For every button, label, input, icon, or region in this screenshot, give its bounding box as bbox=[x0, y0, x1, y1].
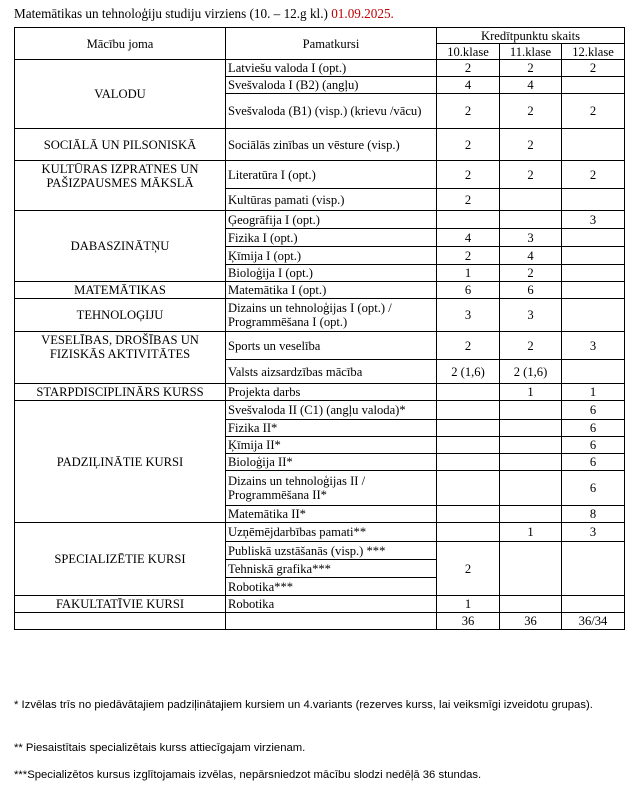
credit-12 bbox=[562, 265, 625, 282]
credit-12 bbox=[562, 129, 625, 161]
credit-12: 2 bbox=[562, 161, 625, 189]
credit-10 bbox=[437, 211, 500, 229]
credit-10-merged: 2 bbox=[437, 542, 500, 596]
course-cell: Tehniskā grafika*** bbox=[226, 560, 437, 578]
credit-12 bbox=[562, 77, 625, 94]
table-row bbox=[15, 60, 625, 77]
footnote-3: ***Specializētos kursus izglītojamais izvēlas, nepārsniedzot mācību slodzi nedēļā 36 stundas. bbox=[14, 769, 482, 781]
credit-10: 2 bbox=[437, 247, 500, 265]
credit-10: 1 bbox=[437, 596, 500, 613]
totals-empty-course bbox=[226, 613, 437, 630]
credit-11: 1 bbox=[500, 384, 562, 401]
group-kulturas: KULTŪRAS IZPRATNES UN PAŠIZPAUSMES MĀKSLĀ bbox=[15, 161, 226, 211]
credit-12: 6 bbox=[562, 420, 625, 437]
credit-11 bbox=[500, 471, 562, 506]
course-cell: Literatūra I (opt.) bbox=[226, 161, 437, 189]
course-cell: Ģeogrāfija I (opt.) bbox=[226, 211, 437, 229]
credit-11: 1 bbox=[500, 523, 562, 542]
table-row bbox=[15, 332, 625, 360]
group-padzilinatie: PADZIĻINĀTIE KURSI bbox=[15, 401, 226, 523]
credit-11: 6 bbox=[500, 282, 562, 299]
credit-10: 4 bbox=[437, 229, 500, 247]
table-row bbox=[15, 129, 625, 161]
credit-12 bbox=[562, 596, 625, 613]
header-class-10: 10.klase bbox=[437, 44, 500, 60]
credit-12: 3 bbox=[562, 332, 625, 360]
table-row bbox=[15, 299, 625, 332]
credit-10 bbox=[437, 384, 500, 401]
credit-11: 3 bbox=[500, 229, 562, 247]
credit-11: 2 bbox=[500, 129, 562, 161]
table-row bbox=[15, 596, 625, 613]
course-cell: Svešvaloda II (C1) (angļu valoda)* bbox=[226, 401, 437, 420]
credit-11: 2 (1,6) bbox=[500, 360, 562, 384]
curriculum-table bbox=[14, 27, 625, 630]
credit-12 bbox=[562, 299, 625, 332]
course-cell: Bioloģija I (opt.) bbox=[226, 265, 437, 282]
credit-11: 4 bbox=[500, 77, 562, 94]
table-row bbox=[15, 211, 625, 229]
credit-10: 2 bbox=[437, 161, 500, 189]
credit-11: 2 bbox=[500, 161, 562, 189]
credit-11 bbox=[500, 211, 562, 229]
table-row bbox=[15, 401, 625, 420]
credit-10: 2 bbox=[437, 60, 500, 77]
credit-11: 2 bbox=[500, 332, 562, 360]
course-cell: Fizika II* bbox=[226, 420, 437, 437]
credit-12 bbox=[562, 360, 625, 384]
course-cell: Bioloģija II* bbox=[226, 454, 437, 471]
course-cell: Matemātika I (opt.) bbox=[226, 282, 437, 299]
totals-empty-joma bbox=[15, 613, 226, 630]
credit-12: 6 bbox=[562, 454, 625, 471]
course-cell: Projekta darbs bbox=[226, 384, 437, 401]
credit-11: 3 bbox=[500, 299, 562, 332]
credit-11 bbox=[500, 401, 562, 420]
total-10: 36 bbox=[437, 613, 500, 630]
credit-12 bbox=[562, 229, 625, 247]
credit-12: 3 bbox=[562, 523, 625, 542]
course-cell: Publiskā uzstāšanās (visp.) *** bbox=[226, 542, 437, 560]
group-fakultativie: FAKULTATĪVIE KURSI bbox=[15, 596, 226, 613]
group-starpdisc: STARPDISCIPLINĀRS KURSS bbox=[15, 384, 226, 401]
credit-10: 2 bbox=[437, 129, 500, 161]
credit-12 bbox=[562, 247, 625, 265]
credit-12-merged bbox=[562, 542, 625, 596]
course-cell: Sociālās zinības un vēsture (visp.) bbox=[226, 129, 437, 161]
course-cell: Valsts aizsardzības mācība bbox=[226, 360, 437, 384]
credit-10: 1 bbox=[437, 265, 500, 282]
course-cell: Kultūras pamati (visp.) bbox=[226, 189, 437, 211]
course-cell: Ķīmija I (opt.) bbox=[226, 247, 437, 265]
course-cell: Ķīmija II* bbox=[226, 437, 437, 454]
header-class-12: 12.klase bbox=[562, 44, 625, 60]
group-dabas: DABASZINĀTŅU bbox=[15, 211, 226, 282]
credit-10: 2 bbox=[437, 189, 500, 211]
course-cell: Dizains un tehnoloģijas II / Programmēšana II* bbox=[226, 471, 437, 506]
group-matematikas: MATEMĀTIKAS bbox=[15, 282, 226, 299]
document-title bbox=[14, 6, 394, 22]
title-date: 01.09.2025. bbox=[331, 6, 394, 21]
credit-11 bbox=[500, 596, 562, 613]
credit-12: 2 bbox=[562, 94, 625, 129]
header-class-11: 11.klase bbox=[500, 44, 562, 60]
credit-12: 2 bbox=[562, 60, 625, 77]
course-cell: Robotika*** bbox=[226, 578, 437, 596]
credit-10: 4 bbox=[437, 77, 500, 94]
credit-10: 2 bbox=[437, 94, 500, 129]
group-socialas: SOCIĀLĀ UN PILSONISKĀ bbox=[15, 129, 226, 161]
footnote-2: ** Piesaistītais specializētais kurss attiecīgajam virzienam. bbox=[14, 742, 306, 754]
table-row bbox=[15, 384, 625, 401]
table-row bbox=[15, 523, 625, 542]
credit-12: 1 bbox=[562, 384, 625, 401]
group-tehnologiju: TEHNOLOĢIJU bbox=[15, 299, 226, 332]
credit-12 bbox=[562, 189, 625, 211]
group-specializetie: SPECIALIZĒTIE KURSI bbox=[15, 523, 226, 596]
totals-row bbox=[15, 613, 625, 630]
group-veselibas: VESELĪBAS, DROŠĪBAS UN FIZISKĀS AKTIVITĀTES bbox=[15, 332, 226, 384]
credit-10 bbox=[437, 401, 500, 420]
credit-10: 6 bbox=[437, 282, 500, 299]
course-cell: Svešvaloda I (B2) (angļu) bbox=[226, 77, 437, 94]
table-row bbox=[15, 161, 625, 189]
course-cell: Svešvaloda (B1) (visp.) (krievu /vācu) bbox=[226, 94, 437, 129]
credit-12 bbox=[562, 282, 625, 299]
credit-11: 2 bbox=[500, 265, 562, 282]
credit-10: 2 (1,6) bbox=[437, 360, 500, 384]
credit-11: 4 bbox=[500, 247, 562, 265]
credit-10 bbox=[437, 437, 500, 454]
credit-10 bbox=[437, 420, 500, 437]
course-cell: Uzņēmējdarbības pamati** bbox=[226, 523, 437, 542]
credit-12: 6 bbox=[562, 437, 625, 454]
credit-11 bbox=[500, 437, 562, 454]
credit-11 bbox=[500, 189, 562, 211]
course-cell: Dizains un tehnoloģijas I (opt.) / Programmēšana I (opt.) bbox=[226, 299, 437, 332]
credit-10: 3 bbox=[437, 299, 500, 332]
credit-11 bbox=[500, 454, 562, 471]
header-joma: Mācību joma bbox=[15, 28, 226, 60]
credit-10 bbox=[437, 454, 500, 471]
credit-11: 2 bbox=[500, 60, 562, 77]
credit-10 bbox=[437, 523, 500, 542]
table-header-row bbox=[15, 28, 625, 44]
course-cell: Robotika bbox=[226, 596, 437, 613]
credit-10 bbox=[437, 471, 500, 506]
credit-12: 3 bbox=[562, 211, 625, 229]
table-row bbox=[15, 282, 625, 299]
header-credits: Kredītpunktu skaits bbox=[437, 28, 625, 44]
header-pamatkursi: Pamatkursi bbox=[226, 28, 437, 60]
credit-11-merged bbox=[500, 542, 562, 596]
course-cell: Latviešu valoda I (opt.) bbox=[226, 60, 437, 77]
credit-12: 6 bbox=[562, 401, 625, 420]
total-11: 36 bbox=[500, 613, 562, 630]
course-cell: Fizika I (opt.) bbox=[226, 229, 437, 247]
title-text: Matemātikas un tehnoloģiju studiju virziens (10. – 12.g kl.) bbox=[14, 6, 328, 21]
credit-10 bbox=[437, 506, 500, 523]
credit-10: 2 bbox=[437, 332, 500, 360]
credit-11: 2 bbox=[500, 94, 562, 129]
credit-12: 8 bbox=[562, 506, 625, 523]
course-cell: Matemātika II* bbox=[226, 506, 437, 523]
total-12: 36/34 bbox=[562, 613, 625, 630]
credit-11 bbox=[500, 420, 562, 437]
group-valodu: VALODU bbox=[15, 60, 226, 129]
credit-11 bbox=[500, 506, 562, 523]
credit-12: 6 bbox=[562, 471, 625, 506]
footnote-1: * Izvēlas trīs no piedāvātajiem padziļinātajiem kursiem un 4.variants (rezerves kurss, lai veiksmīgi izveidotu grupas). bbox=[14, 699, 593, 711]
course-cell: Sports un veselība bbox=[226, 332, 437, 360]
